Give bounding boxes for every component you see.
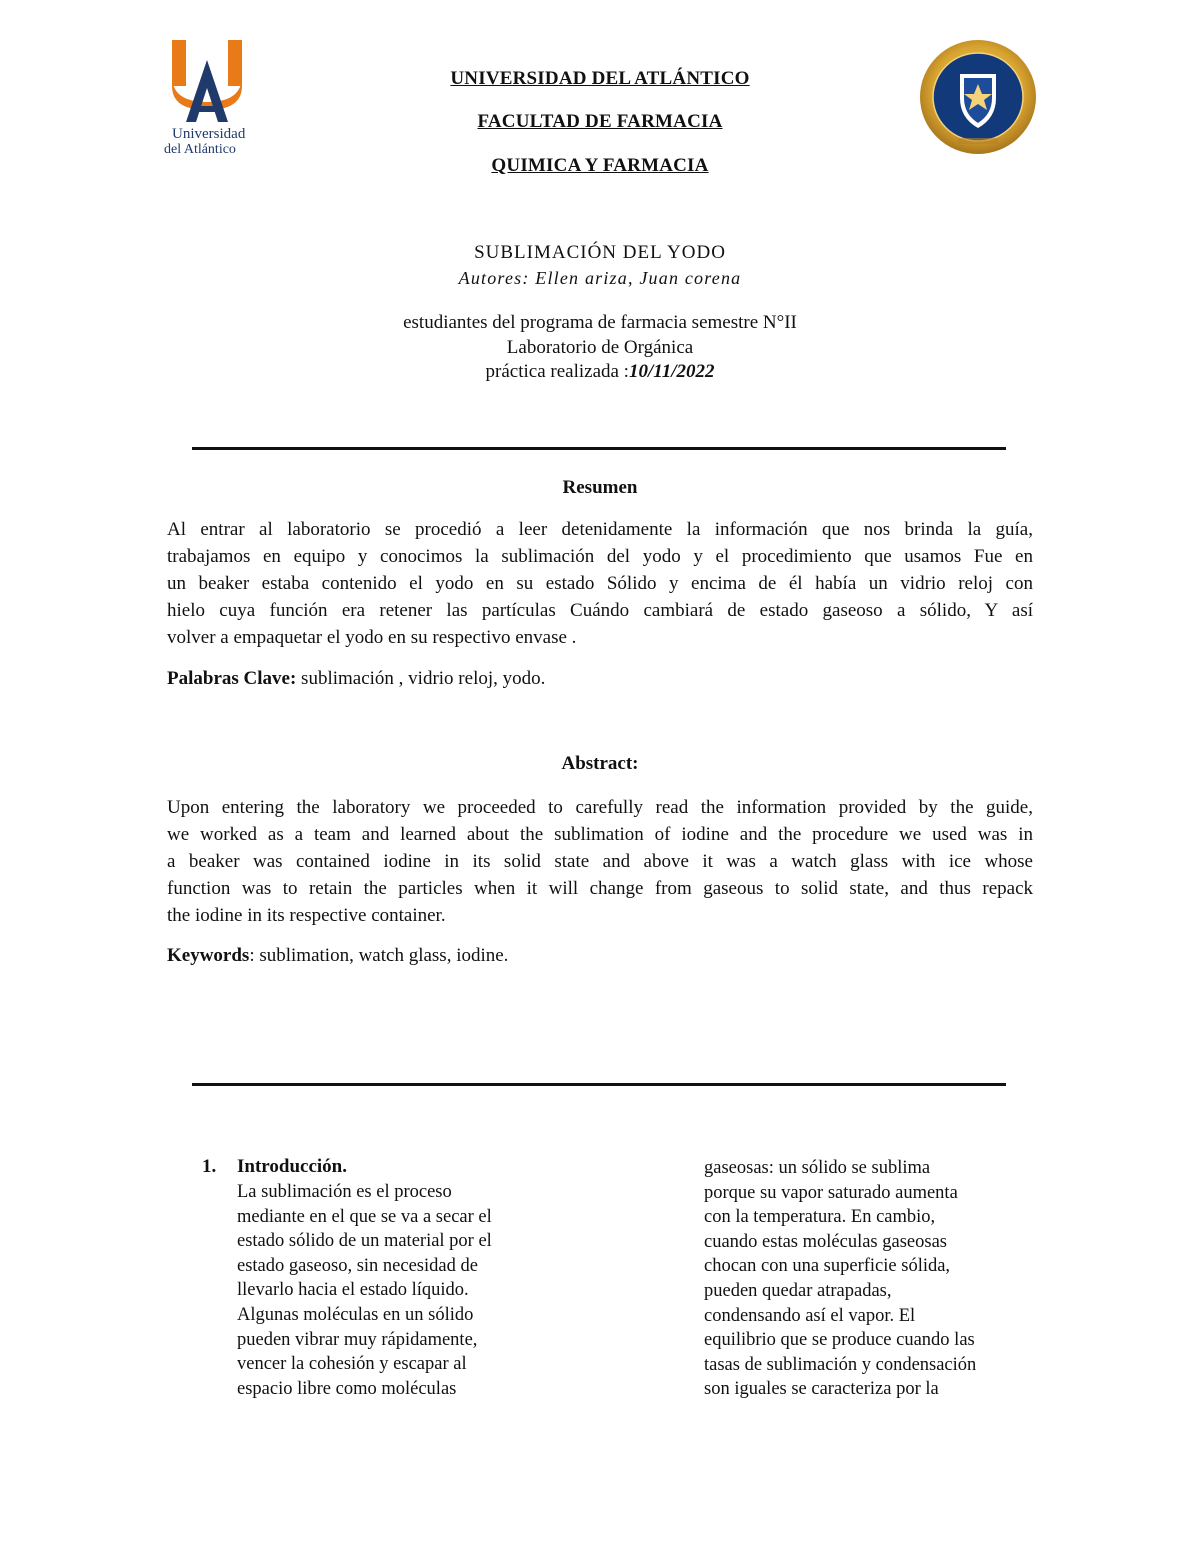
document-title: SUBLIMACIÓN DEL YODO xyxy=(474,242,726,263)
meta-line-3 xyxy=(0,361,1200,383)
faculty-seal xyxy=(918,38,1038,156)
intro-right-line: pueden quedar atrapadas, xyxy=(704,1280,892,1301)
intro-right-column xyxy=(704,1156,976,1402)
abstract-paragraph xyxy=(167,794,1033,929)
abstract-keywords-values: : sublimation, watch glass, iodine. xyxy=(249,945,509,966)
resumen-line: un beaker estaba contenido el yodo en su estado Sólido y encima de él había un vidrio reloj con xyxy=(167,573,1033,594)
faculty-name: FACULTAD DE FARMACIA xyxy=(477,111,723,132)
resumen-keywords-values: sublimación , vidrio reloj, yodo. xyxy=(296,668,546,689)
intro-right-line: tasas de sublimación y condensación xyxy=(704,1354,977,1375)
program-name: QUIMICA Y FARMACIA xyxy=(491,155,709,176)
authors-names: Ellen ariza, Juan corena xyxy=(535,268,742,288)
abstract-keywords-label: Keywords xyxy=(167,945,250,966)
intro-right-line: con la temperatura. En cambio, xyxy=(704,1207,936,1228)
divider-bottom xyxy=(192,1083,1006,1086)
abstract-line: we worked as a team and learned about the sublimation of iodine and the procedure we used was in xyxy=(167,824,1033,845)
abstract-line: a beaker was contained iodine in its solid state and above it was a watch glass with ice whose xyxy=(167,851,1033,872)
seal-icon xyxy=(918,38,1038,156)
resumen-line: trabajamos en equipo y conocimos la sublimación del yodo y el procedimiento que usamos Fue en xyxy=(167,546,1033,567)
intro-left-line: estado gaseoso, sin necesidad de xyxy=(237,1255,478,1276)
logo-text-line1: Universidad xyxy=(172,126,246,142)
meta-line-1: estudiantes del programa de farmacia semestre N°II xyxy=(403,312,797,333)
abstract-line: function was to retain the particles when it will change from gaseous to solid state, and thus repack xyxy=(167,878,1033,899)
intro-heading: Introducción. xyxy=(237,1156,347,1177)
intro-left-line: mediante en el que se va a secar el xyxy=(237,1206,492,1227)
authors-label: Autores xyxy=(458,268,523,288)
resumen-keywords xyxy=(167,668,545,690)
university-logo xyxy=(160,36,260,160)
intro-right-line: cuando estas moléculas gaseosas xyxy=(704,1231,947,1252)
resumen-keywords-label: Palabras Clave: xyxy=(167,668,297,689)
authors-colon: : xyxy=(522,268,536,288)
intro-right-line: condensando así el vapor. El xyxy=(704,1305,916,1326)
intro-right-line: porque su vapor saturado aumenta xyxy=(704,1182,958,1203)
abstract-keywords xyxy=(167,945,508,967)
abstract-heading: Abstract: xyxy=(561,753,639,774)
divider-top xyxy=(192,447,1006,450)
resumen-line: volver a empaquetar el yodo en su respectivo envase . xyxy=(167,627,577,648)
abstract-line: the iodine in its respective container. xyxy=(167,905,446,926)
logo-text-line2: del Atlántico xyxy=(164,142,236,157)
authors-line xyxy=(0,268,1200,289)
abstract-line: Upon entering the laboratory we proceeded to carefully read the information provided by the guide, xyxy=(167,797,1033,818)
intro-left-line: llevarlo hacia el estado líquido. xyxy=(237,1280,469,1301)
resumen-heading: Resumen xyxy=(562,477,638,498)
resumen-paragraph xyxy=(167,516,1033,651)
meta-line-2: Laboratorio de Orgánica xyxy=(506,337,694,358)
intro-left-line: Algunas moléculas en un sólido xyxy=(237,1304,474,1325)
intro-left-line: espacio libre como moléculas xyxy=(237,1378,457,1399)
university-name: UNIVERSIDAD DEL ATLÁNTICO xyxy=(450,68,750,89)
practice-label: práctica realizada : xyxy=(485,361,629,382)
intro-left-line: pueden vibrar muy rápidamente, xyxy=(237,1329,478,1350)
intro-right-line: gaseosas: un sólido se sublima xyxy=(704,1158,931,1178)
intro-number: 1. xyxy=(202,1156,217,1177)
intro-left-line: vencer la cohesión y escapar al xyxy=(237,1354,467,1375)
intro-right-line: chocan con una superficie sólida, xyxy=(704,1256,951,1277)
intro-right-line: equilibrio que se produce cuando las xyxy=(704,1330,975,1351)
resumen-line: hielo cuya función era retener las partículas Cuándo cambiará de estado gaseoso a sólido, Y así xyxy=(167,600,1033,621)
intro-left-line: estado sólido de un material por el xyxy=(237,1231,492,1252)
practice-date: 10/11/2022 xyxy=(628,361,715,382)
intro-left-column xyxy=(237,1180,492,1401)
intro-left-line: La sublimación es el proceso xyxy=(237,1182,452,1202)
resumen-line: Al entrar al laboratorio se procedió a leer detenidamente la información que nos brinda la guía, xyxy=(167,519,1033,540)
intro-right-line: son iguales se caracteriza por la xyxy=(704,1379,939,1400)
